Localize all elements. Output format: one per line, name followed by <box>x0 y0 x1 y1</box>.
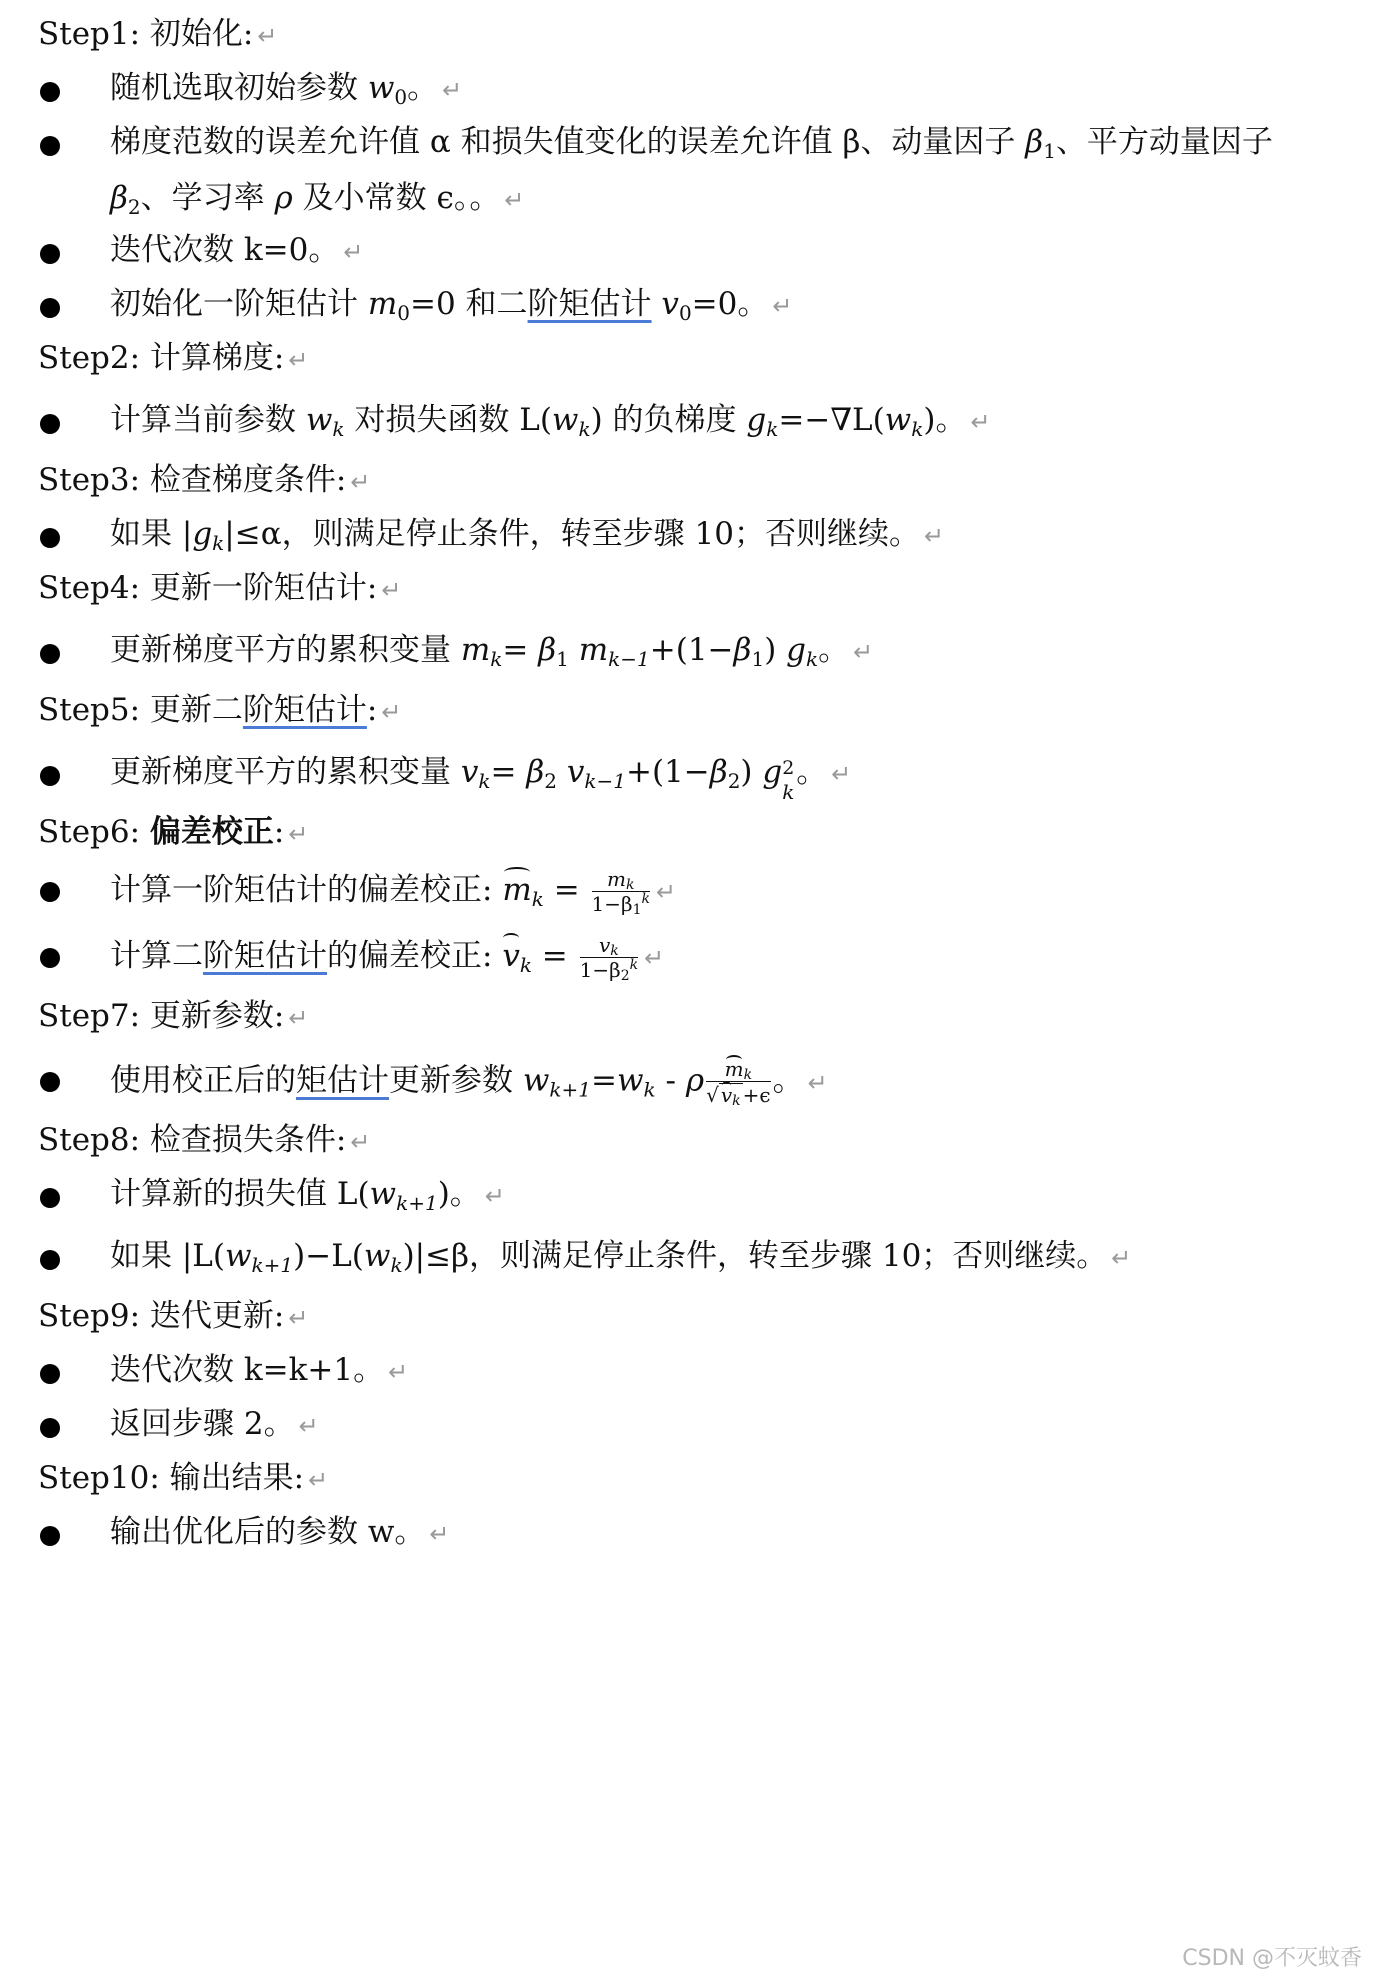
bullet-icon <box>40 298 60 318</box>
step3-title: Step3: 检查梯度条件: <box>38 462 347 498</box>
bullet-icon <box>40 528 60 548</box>
spellcheck-underline: 阶矩估计 <box>242 692 367 728</box>
step1-heading <box>38 14 277 56</box>
step3-heading: Step3: 检查梯度条件: ↵ <box>38 462 371 498</box>
list-item-text: 初始化一阶矩估计 $m_0=0$ 和二阶矩估计 $v_0=0$。 ↵ <box>110 286 793 325</box>
bullet-icon <box>40 1364 60 1384</box>
step8-heading: Step8: 检查损失条件: ↵ <box>38 1122 371 1158</box>
step5-heading: Step5: 更新二阶矩估计: ↵ <box>38 692 402 728</box>
bullet-icon <box>40 136 60 156</box>
list-item-text: 如果 $|L(w_{k+1})-L(w_k)|\le\beta$，则满足停止条件，转至步骤 10；否则继续。 ↵ <box>110 1238 1132 1277</box>
list-item-text: 迭代次数 k=0。 ↵ <box>110 232 364 268</box>
bullet-icon <box>40 244 60 264</box>
list-item-text: 如果 $|g_k|\le\alpha$，则满足停止条件，转至步骤 10；否则继续。 ↵ <box>110 516 945 555</box>
list-item-text: 计算一阶矩估计的偏差校正: $m_k$ = $\frac{m_k}{1-\beta_1^k}$ ↵ <box>110 867 677 918</box>
bullet-icon <box>40 1250 60 1270</box>
step9-title: Step9: 迭代更新: <box>38 1298 285 1334</box>
step2-heading: Step2: 计算梯度: ↵ <box>38 340 309 376</box>
step8-title: Step8: 检查损失条件: <box>38 1122 347 1158</box>
step9-heading: Step9: 迭代更新: ↵ <box>38 1298 309 1334</box>
list-item-text: 计算新的损失值 $L(w_{k+1})$。 ↵ <box>110 1176 505 1215</box>
spellcheck-underline: 阶矩估计 <box>203 938 327 974</box>
list-item-text: 计算当前参数 $w_k$ 对损失函数 $L(w_k)$ 的负梯度 $g_k=-\nabla L(w_k)$。 ↵ <box>110 402 991 441</box>
bullet-icon <box>40 1072 60 1092</box>
bullet-icon <box>40 766 60 786</box>
bullet-icon <box>40 414 60 434</box>
list-item-text: 随机选取初始参数 $w_0$。 ↵ <box>110 70 463 109</box>
bullet-icon <box>40 82 60 102</box>
bullet-icon <box>40 948 60 968</box>
step10-title: Step10: 输出结果: <box>38 1460 305 1496</box>
spellcheck-underline: 阶矩估计 <box>527 286 652 322</box>
fraction: $\frac{m_k}{√ v_k +\epsilon}$ <box>706 1057 771 1109</box>
bullet-icon <box>40 1188 60 1208</box>
fraction: $\frac{v_k}{1-\beta_2^k}$ <box>579 933 639 984</box>
list-item-text-line1: 梯度范数的误差允许值 α 和损失值变化的误差允许值 β、动量因子 $\beta_1$、平方动量因子 <box>110 124 1273 163</box>
list-item-text-line2: $\beta_2$、学习率 ρ 及小常数 ϵ。。 ↵ <box>110 180 525 219</box>
bullet-icon <box>40 1526 60 1546</box>
step7-heading: Step7: 更新参数: ↵ <box>38 998 309 1034</box>
list-item-text: 更新梯度平方的累积变量 $v_k= \beta_2$ $v_{k-1}+(1-\beta_2)$ g 2 k 。 ↵ <box>110 754 852 804</box>
list-item-text: 使用校正后的矩估计更新参数 $w_{k+1}=w_k - \rho$ $\frac{m_k}{√ v_k +\epsilon}$ 。 ↵ <box>110 1057 828 1109</box>
step6-heading: Step6: 偏差校正: ↵ <box>38 814 309 850</box>
step4-heading: Step4: 更新一阶矩估计: ↵ <box>38 570 402 606</box>
list-item-text: 输出优化后的参数 w。 ↵ <box>110 1514 450 1550</box>
bullet-icon <box>40 882 60 902</box>
step1-title: Step1: 初始化: <box>38 16 254 52</box>
spellcheck-underline: 矩估计 <box>296 1062 389 1099</box>
step10-heading: Step10: 输出结果: ↵ <box>38 1460 329 1496</box>
bullet-icon <box>40 1418 60 1438</box>
csdn-watermark: CSDN @不灭蚊香 <box>1182 1946 1362 1971</box>
list-item-text: 计算二阶矩估计的偏差校正: $v_k$ = $\frac{v_k}{1-\beta_2^k}$ ↵ <box>110 933 665 984</box>
fraction: $\frac{m_k}{1-\beta_1^k}$ <box>591 867 650 918</box>
paragraph-mark-icon: ↵ <box>257 22 278 50</box>
list-item-text: 更新梯度平方的累积变量 $m_k= \beta_1$ $m_{k-1}+(1-\beta_1)$ $g_k$。 ↵ <box>110 632 874 671</box>
step7-title: Step7: 更新参数: <box>38 998 285 1034</box>
step4-title: Step4: 更新一阶矩估计: <box>38 570 378 606</box>
step2-title: Step2: 计算梯度: <box>38 340 285 376</box>
list-item-text: 迭代次数 k=k+1。 ↵ <box>110 1352 409 1388</box>
list-item-text: 返回步骤 2。 ↵ <box>110 1406 319 1442</box>
bullet-icon <box>40 644 60 664</box>
